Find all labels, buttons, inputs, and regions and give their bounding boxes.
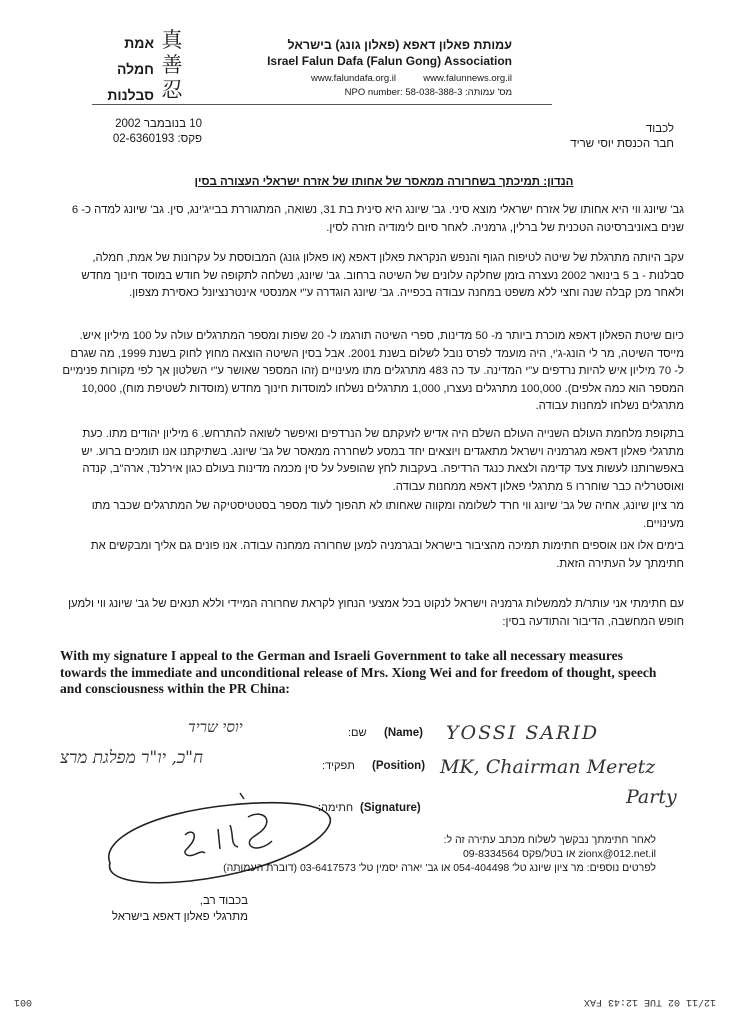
values-chinese-glyphs (158, 28, 186, 103)
paragraph-4: בתקופת מלחמת העולם השנייה העולם השלם היה אדיש לזעקתם של הנרדפים ואיפשר לשואה להתרחש. 6 מיליון יהודים מתו. כעת מתרגלי פאלון דאפא מגרמניה וישראל מתאגדים ויוצאים יחד במסע לשחררה ממאסר של גב' שיונג. בשתיקתנו אנו תומכים ברוע. יש באפשרותנו לעשות צעד קדימה ולצאת כנגד הרדיפה. בעקבות לחץ שהופעל על סין מכמה מדינות בעולם כגון אירלנד, ארה"ב, קנדה ואוסטרליה כבר שוחררו 5 מתרגלי פאלון דאפא ממחנות עבודה. (81, 428, 684, 493)
position-value-english-cont: Party (626, 786, 677, 808)
fax-page-number: 001 (14, 996, 33, 1007)
addressee-line-2: חבר הכנסת יוסי שריד (570, 138, 674, 150)
name-label-hebrew: שם: (348, 727, 367, 739)
glyph-ren: 忍 (161, 78, 183, 102)
subject-line: הנדון: תמיכתך בשחרורה ממאסר של אחותו של אזרח ישראלי העצורה בסין (194, 176, 574, 188)
closing-block (88, 893, 248, 925)
paragraph-2: עקב היותה מתרגלת של שיטה לטיפוח הגוף והנפש הנקראת פאלון דאפא (או פאלון גונג) המבוססת על עקרונות של אמת, חמלה, סבלנות - ב 5 בינואר 2002 נעצרה בזמן שחלקה עלונים של השיטה ברחוב. גב' שיונג, נשלחה לתקופה של חודש במוסד חינוך מחדש ולאחר מכן קבלה שנה וחצי ללא משפט במחנה עבודה בכפייה. גב' שיונג הוגדרה ע"י אמנסטי אינטרנציונל כאסירת מצפון. (81, 252, 684, 299)
values-hebrew (74, 30, 154, 108)
value-compassion: חמלה (116, 61, 154, 77)
letter-date: 10 בנובמבר 2002 (115, 118, 202, 130)
name-value-hebrew: יוסי שריד (188, 718, 243, 736)
contact-details: לפרטים נוספים: מר ציון שיונג טל' 054-404498 או גב' יארה יסמין טל' 03-6417573 (דוברת העמותה) (223, 862, 656, 874)
addressee-line-1: לכבוד (645, 123, 674, 135)
paragraph-1: גב' שיונג ווי היא אחותו של אזרח ישראלי מוצא סיני. גב' שיונג היא סינית בת 31, נשואה, המתגוררת בבייג'ינג, סין. גב' שיונג למדה כ- 6 שנים באוניברסיטה הטכנית של ברלין, גרמניה. לאחר סיום לימודיה חזרה לסין. (71, 204, 684, 234)
position-label-english: (Position) (372, 760, 426, 772)
paragraph-3: כיום שיטת הפאלון דאפא מוכרת ביותר מ- 50 מדינות, ספרי השיטה תורגמו ל- 20 שפות ומספר המתרגלים עולה על 100 מיליון איש. מייסד השיטה, מר לי הונג-ג'י, היה מועמד לפרס נובל לשלום בשנת 2001. אבל בסין השיטה הוצאה מחוץ לחוק בשנת 1999, מה שגרם ל- 70 מיליון איש להיות נרדפים ע"י המדינה. עד כה 483 מתרגלים מתו מעינויים (זהו המספר שאושר ע"י השלטון אך לפי מקורות פנימיים המספר הוא כמה אלפים). 100,000 מתרגלים נעצרו, 1,000 מתרגלים נשלחו למוסדות חינוך מחדש (מוסדות לשטיפת מוח), 10,000 מתרגלים נשלחו למחנות עבודה. (62, 330, 684, 412)
website-falundafa: www.falundafa.org.il (310, 73, 396, 84)
closing-signoff: מתרגלי פאלון דאפא בישראל (111, 911, 248, 923)
closing-regards: בכבוד רב, (199, 895, 248, 907)
signature-label-english: (Signature) (360, 802, 421, 814)
website-falunnews: www.falunnews.org.il (423, 73, 512, 84)
org-name-english: Israel Falun Dafa (Falun Gong) Association (267, 54, 512, 68)
position-value-english: MK, Chairman Meretz (440, 756, 656, 778)
npo-number: NPO number: 58-038-388-3 :מס' עמותה (344, 87, 512, 98)
contact-email-fax: zionx@012.net.il או בטל/פקס 09-8334564 (462, 848, 656, 860)
fax-number: פקס: 02-6360193 (112, 133, 202, 145)
fax-timestamp: 12/11 02 TUE 12:43 FAX (583, 996, 716, 1007)
date-block (92, 117, 202, 147)
org-name-hebrew: עמותת פאלון דאפא (פאלון גונג) בישראל (287, 38, 512, 52)
name-label-english: (Name) (384, 727, 423, 739)
addressee (474, 122, 674, 152)
websites-line (311, 73, 512, 84)
paragraph-5: מר ציון שיונג, אחיה של גב' שיונג ווי חרד לשלומה ומקווה שאחותו לא תהפוך לעוד מספר בסטטיסטיקה של המתרגלים שכבר מתו מעינויים. (91, 500, 684, 530)
value-truth: אמת (124, 35, 154, 51)
handwritten-signature (90, 785, 350, 890)
english-appeal: With my signature I appeal to the German and Israeli Government to take all necessary measures towards the immediate and unconditional release of Mrs. Xiong Wei and for freedom of thought, speech and consciousness within the PR China: (60, 648, 657, 696)
position-value-hebrew: ח"כ, יו"ר מפלגת מרצ (60, 748, 204, 768)
position-label-hebrew: תפקיד: (322, 760, 355, 772)
signature-label-hebrew: חתימה: (318, 802, 354, 814)
glyph-zhen: 真 (161, 28, 183, 52)
value-forbearance: סבלנות (107, 87, 154, 103)
name-value-english: YOSSI SARID (446, 722, 600, 744)
glyph-shan: 善 (161, 53, 183, 77)
contact-instruction: לאחר חתימתך נבקשך לשלוח מכתב עתירה זה ל: (443, 834, 656, 846)
letterhead-rule (92, 104, 552, 105)
paragraph-6: בימים אלו אנו אוספים חתימות תמיכה מהציבור בישראל ובגרמניה למען שחרורה ממחנה עבודה. אנו פונים גם אליך ומבקשים את חתימתך על העתירה הזאת. (90, 540, 684, 570)
paragraph-7: עם חתימתי אני עותר/ת לממשלות גרמניה וישראל לנקוט בכל אמצעי הנחוץ לקראת שחרורה המיידי וללא תנאים של גב' שיונג ווי ולמען חופש המחשבה, הדיבור והתודעה בסין: (68, 598, 684, 628)
